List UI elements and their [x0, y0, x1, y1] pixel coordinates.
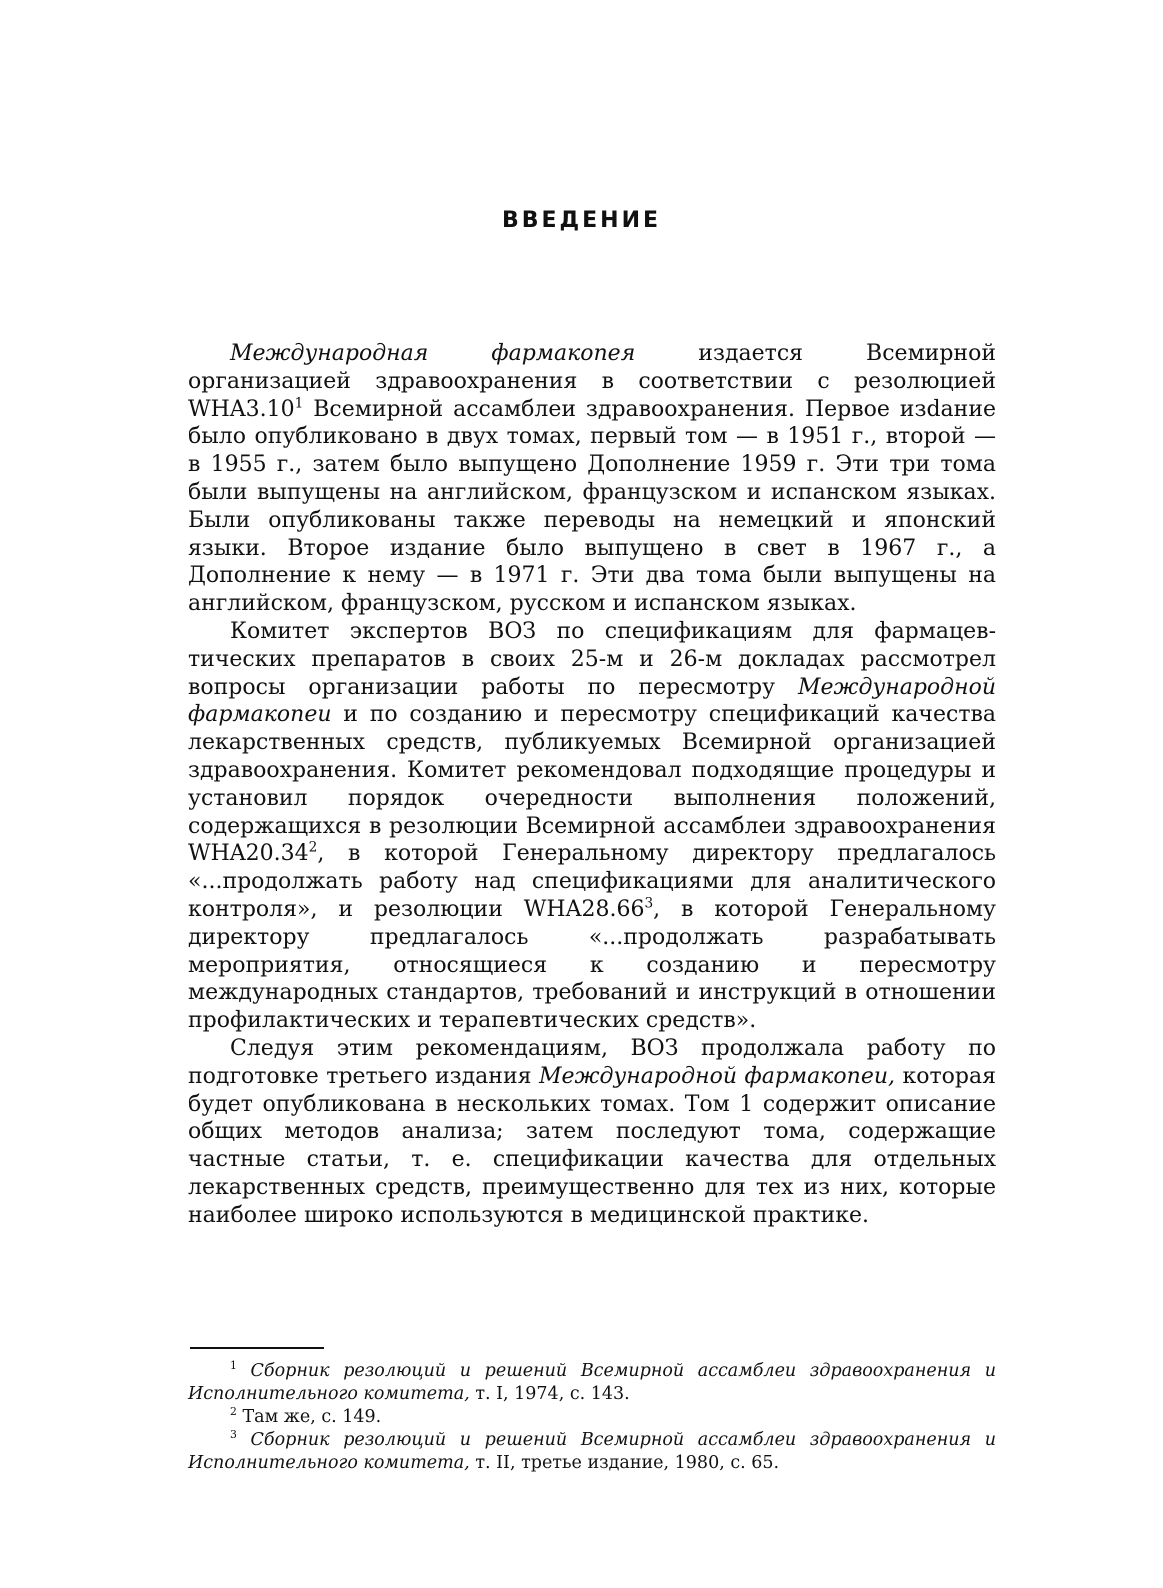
footnote-divider — [190, 1347, 324, 1349]
paragraph-2 — [188, 618, 996, 1035]
italic-title: Международная фармакопея — [230, 341, 636, 366]
footnote-2 — [188, 1406, 996, 1429]
text-run: которая будет опубликована в нескольких томах. Том 1 содержит описание общих методов анализа; затем последуют тома, содержащие частные статьи, т. е. спецификации качества для отдельных лекарственных средств, преимущественно для тех из них, которые наиболее широко используются в медицинской практике. — [188, 1063, 997, 1228]
footnote-source: Сборник резолюций и решений Всемирной ассамблеи здравоохранения и Исполнительного комитета, — [188, 1361, 996, 1404]
footnote-ref: 2 — [308, 840, 318, 857]
footnotes — [188, 1360, 996, 1475]
footnote-text: т. I, 1974, с. 143. — [469, 1384, 630, 1404]
text-run: , в которой Генеральному директору предлагалось «...продолжать разрабатывать мероприятия, относящиеся к созданию и пересмотру международных стандартов, требований и инструкций в отношении профилактических и терапевтических средств». — [188, 896, 996, 1034]
text-run: Комитет экспертов ВОЗ по спецификациям для фармацевтических препаратов в своих 25-м и 26-м докладах рассмотрел вопросы организации работы по пересмотру — [188, 618, 996, 700]
page-title: ВВЕДЕНИЕ — [501, 208, 662, 233]
text-run: Всемирной ассамблеи здравоохранения. Первое изdание было опубликовано в двух томах, первый том — в 1951 г., второй — в 1955 г., затем было выпущено Дополнение 1959 г. Эти три тома были выпущены на английском, французском и испанском языках. Были опубликованы также переводы на немецкий и японский языки. Второе издание было выпущено в свет в 1967 г., а Дополнение к нему — в 1971 г. Эти два тома были выпущены на английском, французском, русском и испанском языках. — [188, 396, 996, 617]
paragraph-1 — [188, 340, 996, 618]
italic-title: Международной фармакопеи, — [538, 1063, 896, 1089]
footnote-source: Сборник резолюций и решений Всемирной ассамблеи здравоохранения и Исполнительного комитета, — [188, 1430, 996, 1473]
footnote-text: Там же, с. 149. — [242, 1407, 382, 1427]
italic-title: Международной фармакопеи — [188, 674, 996, 728]
text-run: , в которой Генеральному директору предлагалось «...продолжать работу над спецификациями для аналитического контроля», и резолюции WHA28.66 — [188, 841, 996, 922]
footnote-mark: 3 — [230, 1428, 237, 1442]
footnote-mark: 2 — [230, 1405, 237, 1419]
footnote-ref: 1 — [294, 395, 304, 412]
text-run: издается Всемирной организацией здравоохранения в соответствии с резолюцией WHA3.10 — [188, 341, 996, 422]
body-text — [188, 340, 996, 1230]
footnote-ref: 3 — [644, 895, 654, 912]
paragraph-3 — [188, 1035, 996, 1230]
footnote-mark: 1 — [230, 1359, 237, 1373]
text-run: Следуя этим рекомендациям, ВОЗ продолжала работу по подготовке третьего издания — [188, 1035, 996, 1089]
text-run: и по созданию и пересмотру спецификаций качества лекарственных средств, публикуемых Всемирной организацией здравоохранения. Комитет рекомендовал подходящие процедуры и установил порядок очередности выполнения положений, содержащихся в резолюции Всемирной ассамблеи здравоохранения WHA20.34 — [188, 702, 996, 867]
footnote-3 — [188, 1429, 996, 1475]
footnote-text: т. II, третье издание, 1980, с. 65. — [469, 1453, 780, 1473]
footnote-1 — [188, 1360, 996, 1406]
